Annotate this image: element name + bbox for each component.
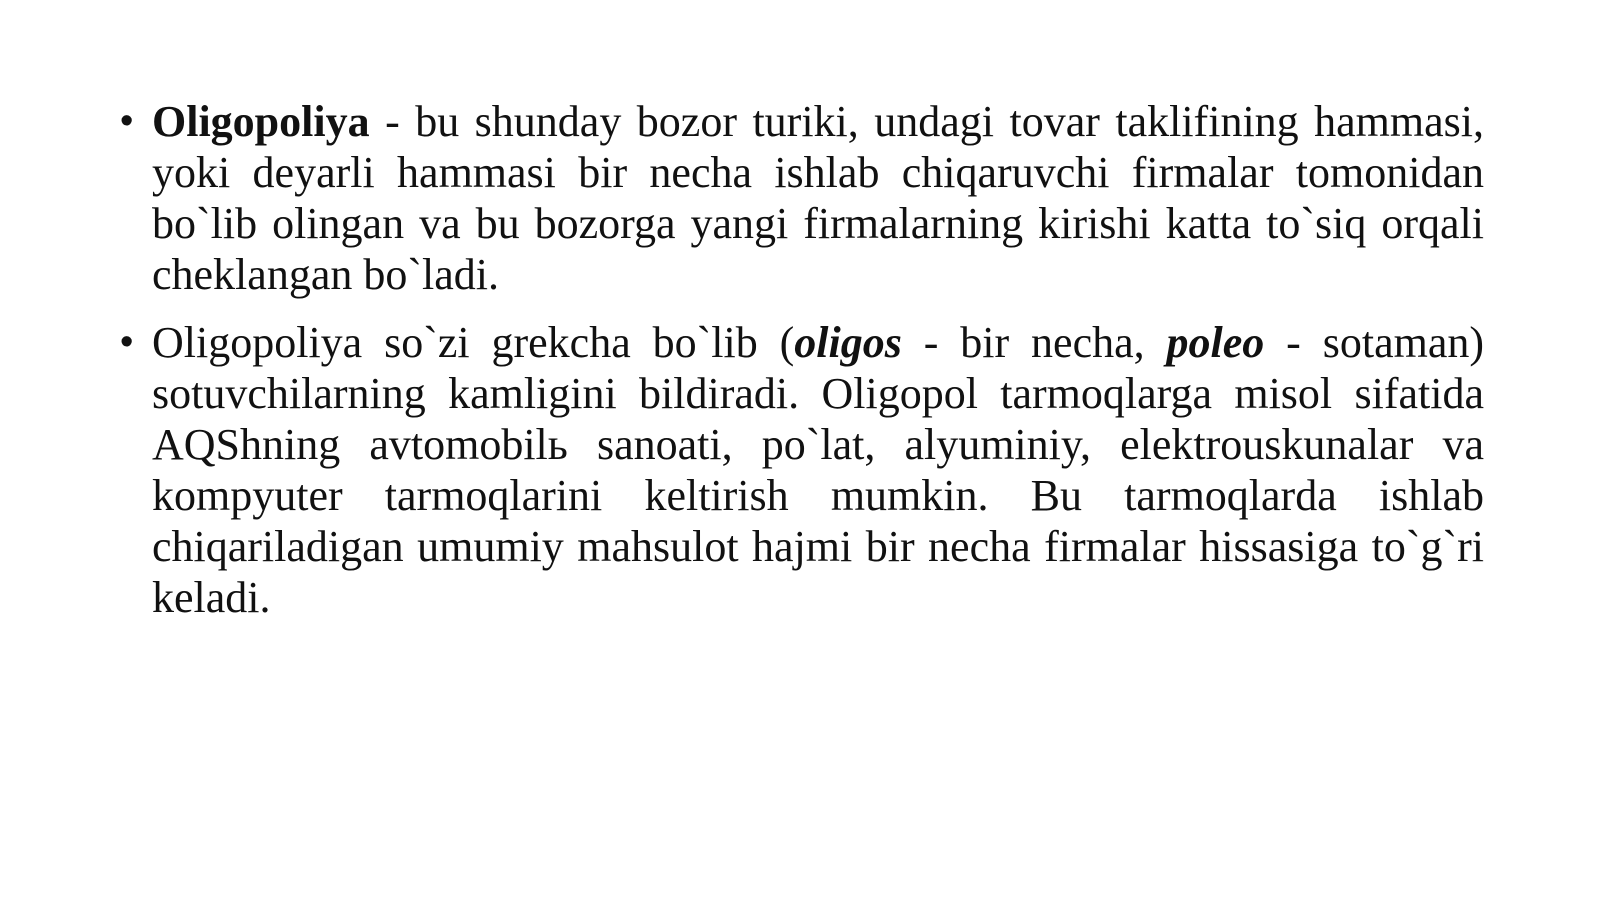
bullet-list [118, 96, 1484, 640]
definition-text: - bu shunday bozor turiki, undagi tovar taklifining hammasi, yoki deyarli hammasi bir necha ishlab chiqaruvchi firmalar tomonidan bo`lib olingan va bu bozorga yangi firmalarning kirishi katta to`siq orqali cheklangan bo`ladi. [152, 97, 1484, 299]
term-poleo: poleo [1166, 318, 1265, 367]
etymology-text-start: Oligopoliya so`zi grekcha bo`lib ( [152, 318, 795, 367]
term-oligos: oligos [794, 318, 902, 367]
etymology-text-end: - sotaman) sotuvchilarning kamligini bildiradi. Oligopol tarmoqlarga misol sifatida AQShning avtomobilь sanoati, po`lat, alyuminiy, elektrouskunalar va kompyuter tarmoqlarini keltirish mumkin. Bu tarmoqlarda ishlab chiqariladigan umumiy mahsulot hajmi bir necha firmalar hissasiga to`g`ri keladi. [152, 318, 1485, 622]
bullet-icon: • [120, 321, 134, 363]
etymology-text-middle: - bir necha, [901, 318, 1167, 367]
bullet-item-definition [118, 96, 1484, 300]
bullet-item-etymology [118, 317, 1484, 623]
term-oligopoliya: Oligopoliya [152, 97, 370, 146]
bullet-icon: • [120, 100, 134, 142]
